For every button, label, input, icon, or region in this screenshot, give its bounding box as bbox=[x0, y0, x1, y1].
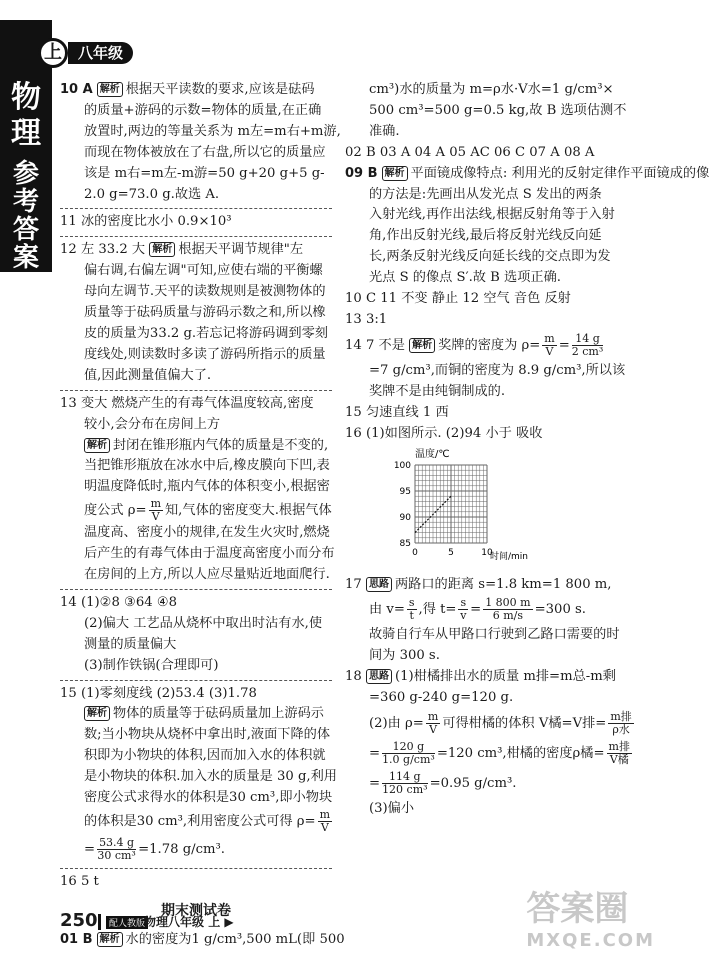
divider bbox=[60, 208, 332, 209]
text-line: 放置时,两边的等量关系为 m左=m右+m游, bbox=[84, 123, 341, 139]
text-line: 测量的质量偏大 bbox=[84, 636, 177, 652]
fraction: $\frac{m}{V}$ bbox=[427, 710, 439, 737]
text-line: 当把锥形瓶放在冰水中后,橡皮膜向下凹,表 bbox=[84, 458, 330, 474]
fraction: $\frac{120 g}{\text{1.0 g/cm³}}$ bbox=[382, 740, 435, 767]
divider bbox=[60, 680, 332, 681]
text-line: 长,两条反射光线反向延长线的交点即为发 bbox=[369, 249, 611, 265]
text-line: 故骑自行车从甲路口行驶到乙路口需要的时 bbox=[369, 627, 620, 643]
text-line: 皮的质量为33.2 g.若忘记将游码调到零刻 bbox=[84, 325, 328, 341]
answer-line: 16 (1)如图所示. (2)94 小于 吸收 bbox=[345, 425, 543, 441]
fraction: $\frac{1 800 m}{6 m/s}$ bbox=[485, 596, 531, 623]
fraction: $\frac{114 g}{\text{120 cm³}}$ bbox=[382, 770, 428, 797]
answer-line: 13 3:1 bbox=[345, 311, 388, 327]
text-line: 的体积是30 cm³,利用密度公式可得 ρ= $\frac{m}{V}$ bbox=[84, 808, 331, 834]
chart-svg bbox=[365, 447, 545, 569]
grade-header bbox=[38, 38, 158, 68]
text-line: = $\frac{114 g}{\text{120 cm³}}$ =0.95 g/cm³. bbox=[369, 770, 517, 797]
text-line: 后产生的有毒气体由于温度高密度小而分布 bbox=[84, 546, 335, 562]
text-line: 间为 300 s. bbox=[369, 648, 440, 664]
subject-char: 理 bbox=[11, 116, 41, 151]
text-line: 明温度降低时,瓶内气体的体积变小,根据密 bbox=[84, 479, 330, 495]
fraction: $\frac{14 g}{\text{2 cm³}}$ bbox=[571, 331, 604, 358]
text-line: = $\frac{120 g}{\text{1.0 g/cm³}}$ =120 cm³,柑橘的密度ρ橘= $\frac{\text{m排}}{\text{V橘}}$ bbox=[369, 740, 630, 767]
text-line: 度线处,则读数时多读了游码所指示的质量 bbox=[84, 346, 326, 362]
subject-char: 物 bbox=[11, 80, 41, 115]
text-line: 角,作出反射光线,最后将反射光线反向延 bbox=[369, 228, 602, 244]
x-tick-label: 0 bbox=[412, 547, 418, 558]
text-line: 而现在物体被放在了右盘,所以它的质量应 bbox=[84, 144, 326, 160]
answer-line: 17 思路 两路口的距离 s=1.8 km=1 800 m, bbox=[345, 576, 612, 592]
thinking-tag: 思路 bbox=[366, 577, 392, 592]
text-line: 入射光线,再作出法线,根据反射角等于入射 bbox=[369, 207, 615, 223]
divider bbox=[60, 236, 332, 237]
watermark bbox=[526, 881, 655, 951]
y-tick-label: 95 bbox=[399, 486, 411, 497]
text-line: 该是 m右=m左-m游=50 g+20 g+5 g- bbox=[84, 165, 325, 181]
analysis-tag: 解析 bbox=[149, 242, 175, 257]
divider bbox=[60, 589, 332, 590]
section-char: 考 bbox=[12, 187, 39, 217]
temperature-chart bbox=[365, 447, 545, 569]
text-line: 度公式 ρ= $\frac{m}{V}$ 知,气体的密度变大.根据气体 bbox=[84, 497, 332, 524]
answer-line: 16 5 t bbox=[60, 874, 99, 889]
section-char: 答 bbox=[12, 215, 39, 245]
text-line: 在房间的上方,所以人应尽量贴近地面爬行. bbox=[84, 567, 330, 583]
answer-line: 02 B 03 A 04 A 05 AC 06 C 07 A 08 A bbox=[345, 144, 595, 160]
text-line: =360 g-240 g=120 g. bbox=[369, 690, 514, 706]
text-line: 500 cm³=500 g=0.5 kg,故 B 选项估测不 bbox=[369, 102, 627, 118]
arrow-icon: ▶ bbox=[224, 915, 234, 929]
fraction: $\frac{s}{t}$ bbox=[408, 596, 415, 623]
footer-title: 物理八年级 上 ▶ bbox=[144, 915, 234, 929]
text-line: 光点 S 的像点 S′.故 B 选项正确. bbox=[369, 270, 561, 286]
x-axis-label: 时间/min bbox=[490, 551, 529, 562]
analysis-tag: 解析 bbox=[97, 82, 123, 97]
section-char: 案 bbox=[12, 243, 39, 273]
volume-badge: 上 bbox=[38, 38, 68, 68]
analysis-tag: 解析 bbox=[97, 932, 123, 947]
left-column bbox=[60, 80, 345, 951]
fraction: $\frac{\text{m排}}{\text{ρ水}}$ bbox=[610, 710, 632, 737]
analysis-tag: 解析 bbox=[84, 438, 110, 453]
text-line: 母向左调节.天平的读数规则是被测物体的 bbox=[84, 284, 326, 300]
fraction: $\frac{m}{V}$ bbox=[150, 497, 161, 524]
y-axis-label: 温度/℃ bbox=[415, 448, 450, 460]
answer-line: 01 B 解析 水的密度为1 g/cm³,500 mL(即 500 bbox=[60, 931, 345, 947]
section-title: 期末测试卷 bbox=[161, 902, 231, 919]
text-line: 值,因此测量值偏大了. bbox=[84, 367, 212, 383]
text-line: 数;当小物块从烧杯中拿出时,液面下降的体 bbox=[84, 727, 331, 743]
answer-line: 15 匀速直线 1 西 bbox=[345, 404, 449, 420]
text-line: 积即为小物块的体积,因而加入水的体积就 bbox=[84, 748, 326, 764]
text-line: 准确. bbox=[369, 123, 400, 139]
text-line: 由 v= $\frac{s}{t}$ ,得 t= $\frac{s}{v}$ = $\frac{1 800 m}{6 m/s}$ =300 s. bbox=[369, 596, 586, 623]
text-line: =7 g/cm³,而铜的密度为 8.9 g/cm³,所以该 bbox=[369, 362, 626, 378]
answer-line: 15 (1)零刻度线 (2)53.4 (3)1.78 bbox=[60, 685, 257, 701]
text-line: 解析 封闭在锥形瓶内气体的质量是不变的, bbox=[60, 436, 332, 457]
fraction: $\frac{m}{V}$ bbox=[544, 331, 555, 358]
answer-line: 10 C 11 不变 静止 12 空气 音色 反射 bbox=[345, 291, 571, 307]
text-line: 偏右调,右偏左调"可知,应使右端的平衡螺 bbox=[84, 263, 323, 279]
fraction: $\frac{53.4 g}{\text{30 cm³}}$ bbox=[97, 836, 136, 862]
x-tick-label: 10 bbox=[481, 547, 493, 558]
footer-badge: 上 bbox=[208, 915, 221, 929]
text-line: (3)制作铁锅(合理即可) bbox=[84, 657, 219, 673]
text-line: 解析 物体的质量等于砝码质量加上游码示 bbox=[60, 704, 332, 725]
analysis-tag: 解析 bbox=[84, 706, 110, 721]
text-line: 奖牌不是由纯铜制成的. bbox=[369, 383, 506, 399]
thinking-tag: 思路 bbox=[366, 669, 392, 684]
text-line: (2)由 ρ= $\frac{m}{V}$ 可得柑橘的体积 V橘=V排= $\frac{\text{m排}}{\text{ρ水}}$ bbox=[369, 710, 632, 737]
text-line: 温度高、密度小的规律,在发生火灾时,燃烧 bbox=[84, 525, 330, 541]
y-tick-label: 85 bbox=[399, 538, 411, 549]
fraction: $\frac{m}{V}$ bbox=[319, 808, 331, 834]
watermark-text: 答案圈 bbox=[526, 889, 629, 929]
y-tick-label: 100 bbox=[393, 460, 411, 471]
answer-line: 13 变大 燃烧产生的有毒气体温度较高,密度 bbox=[60, 395, 314, 411]
text-line: 的质量+游码的示数=物体的质量,在正确 bbox=[84, 102, 322, 118]
grade-label: 八年级 bbox=[68, 42, 133, 64]
divider bbox=[60, 868, 332, 869]
x-tick-label: 5 bbox=[448, 547, 454, 558]
text-line: 2.0 g=73.0 g.故选 A. bbox=[84, 186, 220, 202]
answer-line: 10 A 解析 根据天平读数的要求,应该是砝码 bbox=[60, 82, 315, 97]
watermark-url: MXQE.COM bbox=[526, 930, 655, 951]
text-line: 较小,会分布在房间上方 bbox=[84, 416, 221, 432]
answer-line: 12 左 33.2 大 解析 根据天平调节规律"左 bbox=[60, 242, 304, 258]
fraction: $\frac{s}{v}$ bbox=[460, 596, 467, 623]
answer-line: 09 B 解析 平面镜成像特点: 利用光的反射定律作平面镜成的像 bbox=[345, 165, 709, 181]
text-line: cm³)水的质量为 m=ρ水·V水=1 g/cm³× bbox=[369, 82, 614, 97]
text-line: (2)偏大 工艺品从烧杯中取出时沾有水,使 bbox=[84, 615, 323, 631]
text-line: (3)偏小 bbox=[369, 801, 415, 817]
page-divider bbox=[98, 914, 101, 930]
text-line: 是小物块的体积.加入水的质量是 30 g,利用 bbox=[84, 769, 337, 785]
answer-line: 14 7 不是 解析 奖牌的密度为 ρ= $\frac{m}{V}$ = $\frac{14 g}{\text{2 cm³}}$ bbox=[345, 331, 604, 358]
text-line: 质量等于砝码质量与游码示数之和,所以橡 bbox=[84, 305, 326, 321]
edition-label: 配人教版 bbox=[106, 916, 148, 929]
answer-line: 11 冰的密度比水小 0.9×10³ bbox=[60, 214, 232, 230]
analysis-tag: 解析 bbox=[382, 166, 408, 181]
y-tick-label: 90 bbox=[399, 512, 411, 523]
answer-line: 18 思路 (1)柑橘排出水的质量 m排=m总-m剩 bbox=[345, 669, 616, 685]
divider bbox=[60, 390, 332, 391]
answer-line: 14 (1)②8 ③64 ④8 bbox=[60, 594, 178, 610]
right-column bbox=[345, 80, 709, 820]
text-line: 密度公式求得水的体积是30 cm³,即小物块 bbox=[84, 790, 333, 806]
analysis-tag: 解析 bbox=[409, 338, 435, 353]
fraction: $\frac{\text{m排}}{\text{V橘}}$ bbox=[608, 740, 630, 767]
text-line: 的方法是:先画出从发光点 S 发出的两条 bbox=[369, 186, 602, 202]
page-number: 250 bbox=[60, 910, 98, 931]
section-char: 参 bbox=[12, 159, 39, 189]
text-line: = $\frac{53.4 g}{\text{30 cm³}}$ =1.78 g/cm³. bbox=[84, 836, 225, 862]
